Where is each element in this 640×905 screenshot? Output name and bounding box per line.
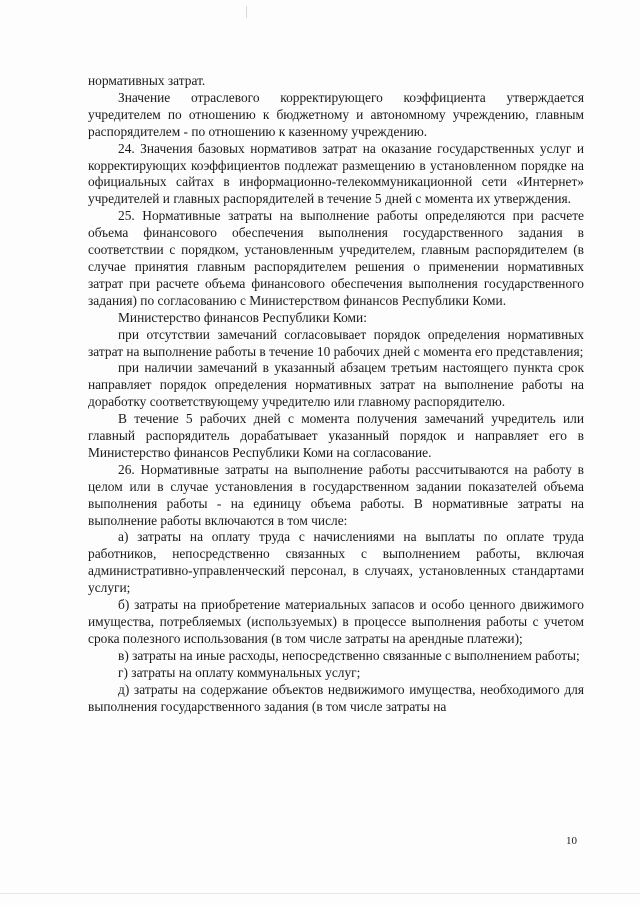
list-item: а) затраты на оплату труда с начислениями на выплаты по оплате труда работников, непосредственно связанных с выполнением работы, включая административно-управленческий персонал, в случаях, установленных стандартами услуги; xyxy=(88,529,584,596)
list-item: д) затраты на содержание объектов недвижимого имущества, необходимого для выполнения государственного задания (в том числе затраты на xyxy=(88,681,584,714)
paragraph: Министерство финансов Республики Коми: xyxy=(118,309,367,325)
paragraph: Значение отраслевого корректирующего коэффициента утверждается учредителем по отношению к бюджетному и автономному учреждению, главным распорядителем - по отношению к казенному учреждению. xyxy=(88,89,584,139)
paragraph: при отсутствии замечаний согласовывает порядок определения нормативных затрат на выполнение работы в течение 10 рабочих дней с момента его представления; xyxy=(88,326,584,359)
document-body xyxy=(88,73,584,715)
list-item: б) затраты на приобретение материальных запасов и особо ценного движимого имущества, потребляемых (используемых) в процессе выполнения работы с учетом срока полезного использования (в том числе затраты на арендные платежи); xyxy=(88,597,584,646)
list-item: в) затраты на иные расходы, непосредственно связанные с выполнением работы; xyxy=(118,647,580,663)
paragraph: В течение 5 рабочих дней с момента получения замечаний учредитель или главный распорядитель дорабатывает указанный порядок и направляет его в Министерство финансов Республики Коми на согласование. xyxy=(88,411,584,460)
paragraph: 24. Значения базовых нормативов затрат на оказание государственных услуг и корректирующих коэффициентов подлежат размещению в установленном порядке на официальных сайтах в информационно-телекоммуникационной сети «Интернет» учредителей и главных распорядителей в течение 5 дней с момента их утверждения. xyxy=(88,140,584,207)
scan-mark xyxy=(246,6,247,18)
paragraph: 25. Нормативные затраты на выполнение работы определяются при расчете объема финансового обеспечения выполнения государственного задания в соответствии с порядком, установленным учредителем, главным распорядителем (в случае принятия главным распорядителем решения о применении нормативных затрат при расчете объема финансового обеспечения выполнения государственного задания) по согласованию с Министерством финансов Республики Коми. xyxy=(88,208,584,308)
page-number: 10 xyxy=(566,835,577,847)
paragraph: при наличии замечаний в указанный абзацем третьим настоящего пункта срок направляет порядок определения нормативных затрат на выполнение работы на доработку соответствующему учредителю или главному распорядителю. xyxy=(88,360,584,410)
page-edge-divider xyxy=(0,893,640,894)
paragraph: нормативных затрат. xyxy=(88,73,206,88)
list-item: г) затраты на оплату коммунальных услуг; xyxy=(118,664,361,680)
paragraph: 26. Нормативные затраты на выполнение работы рассчитываются на работу в целом или в случае установления в государственном задании показателей объема выполнения работы - на единицу объема работы. В нормативные затраты на выполнение работы включаются в том числе: xyxy=(88,461,584,528)
